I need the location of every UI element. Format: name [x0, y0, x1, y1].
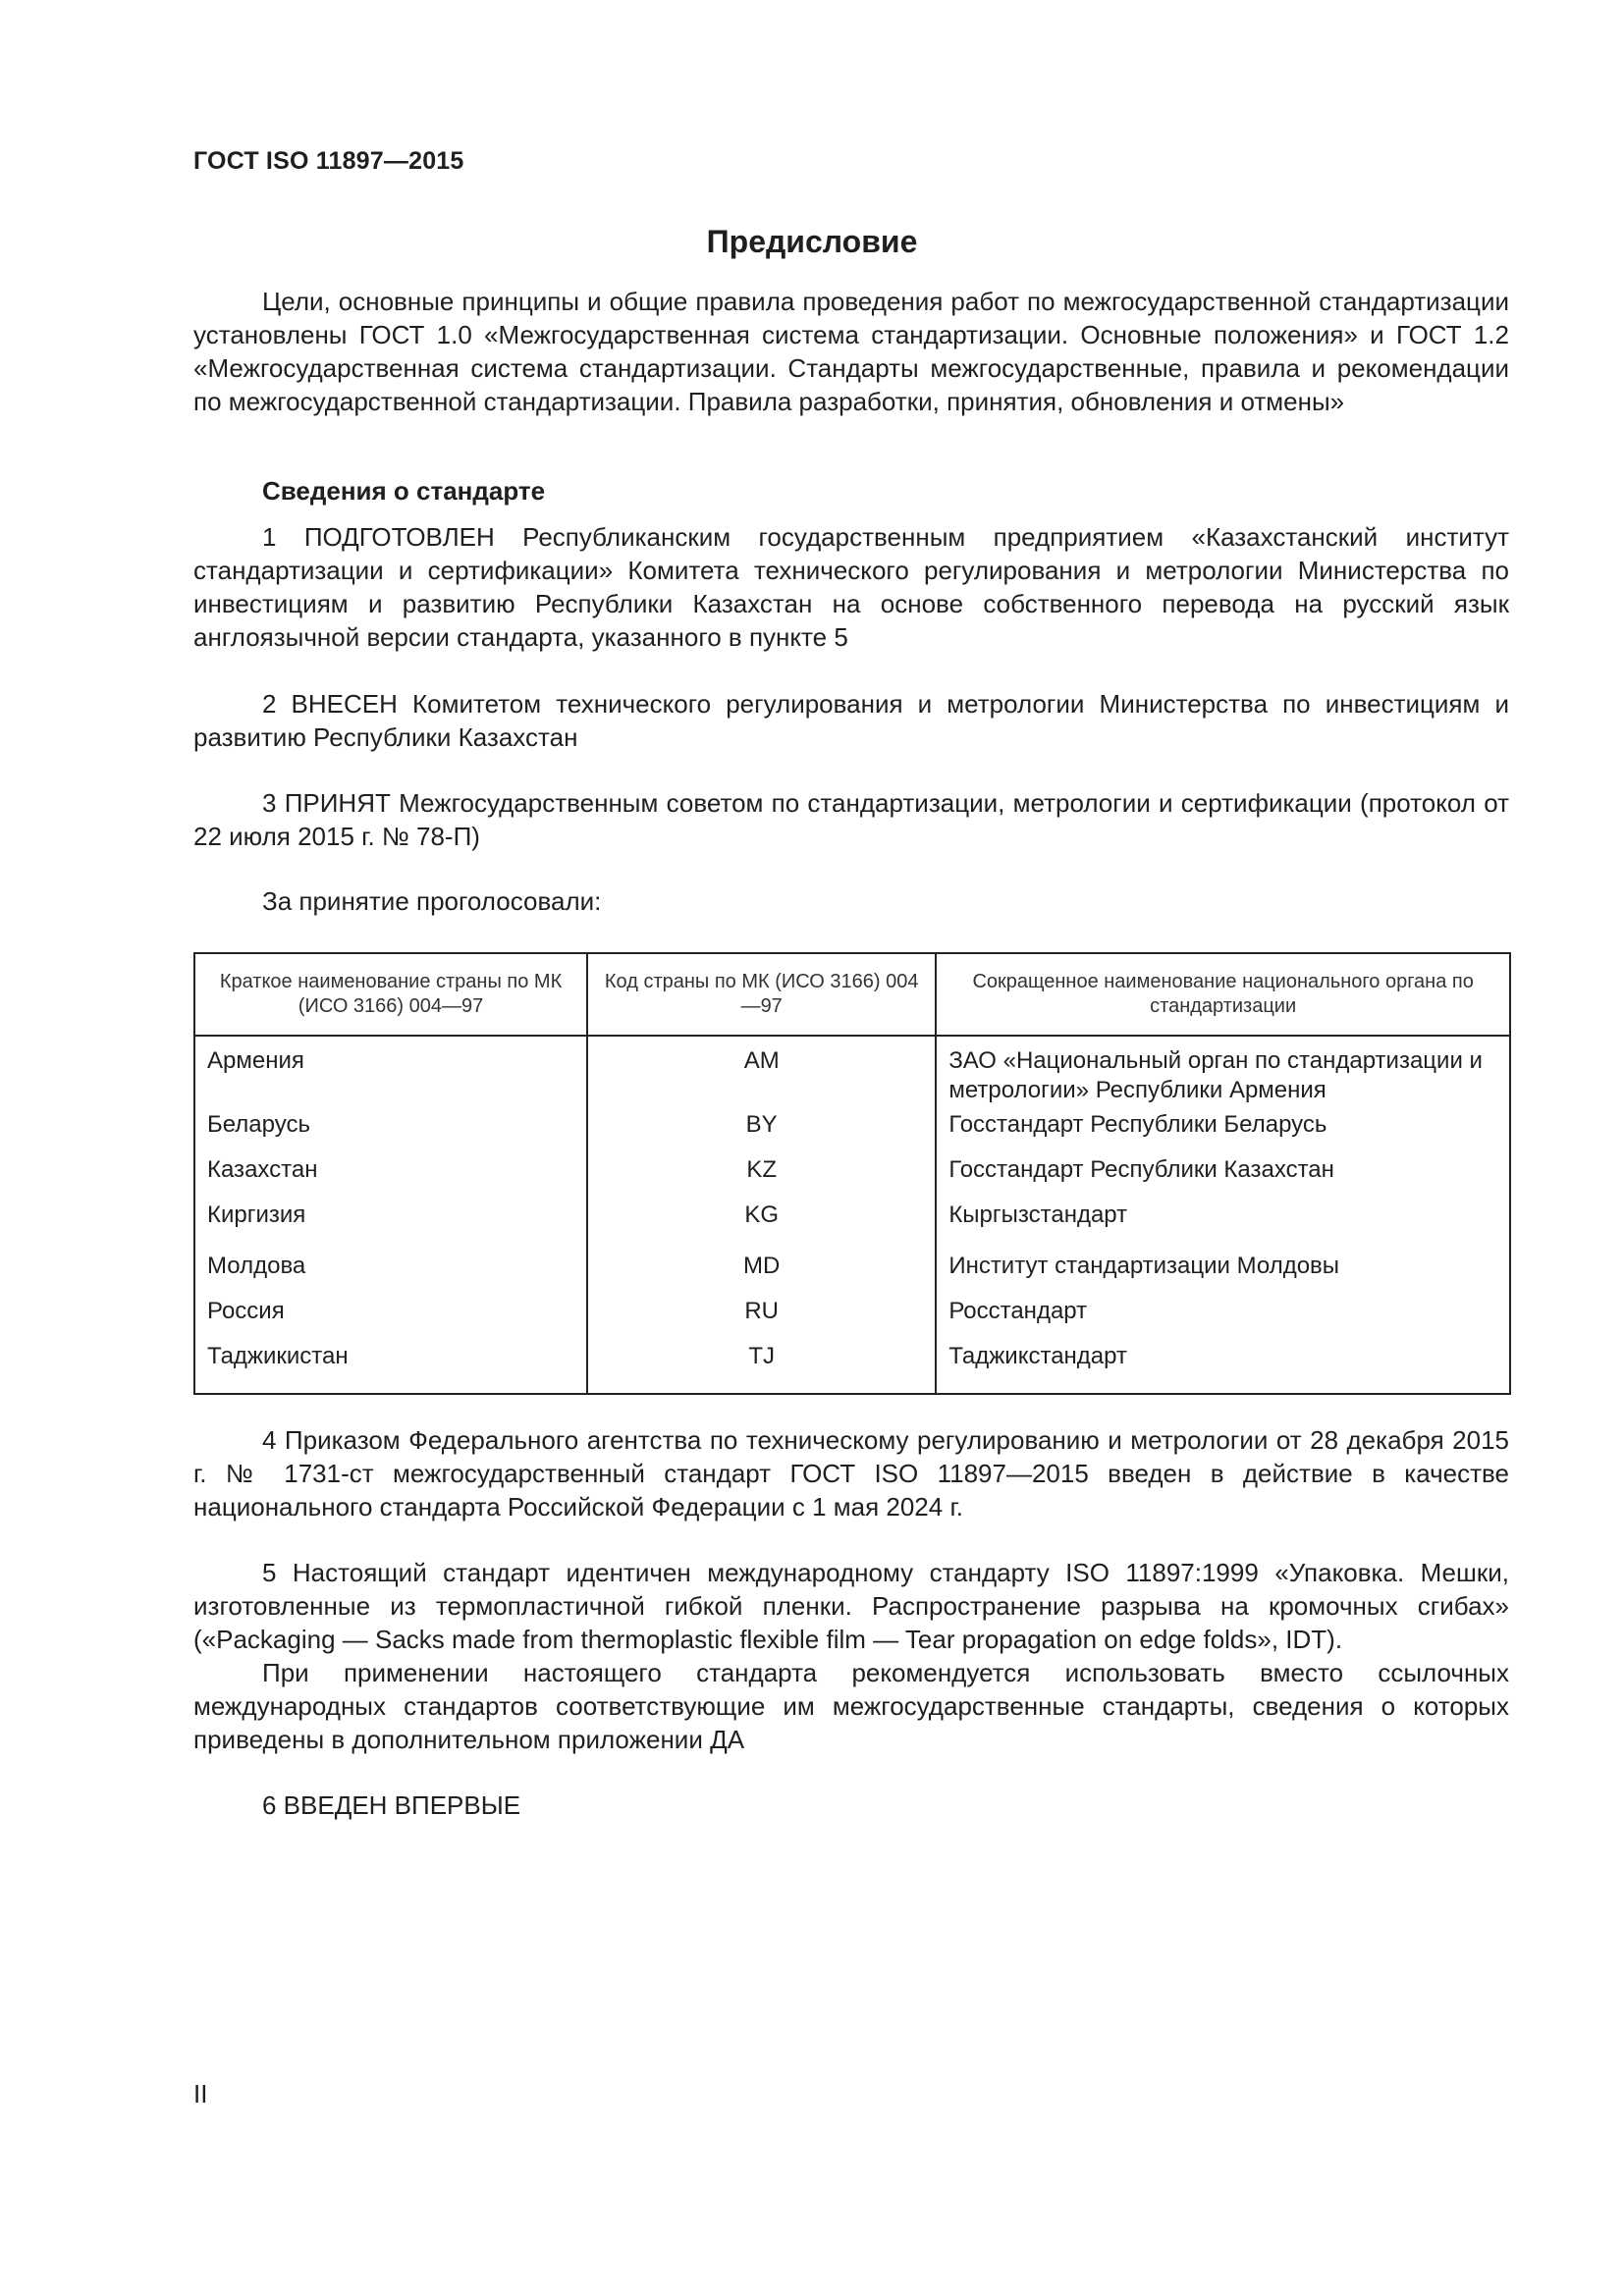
code-cell: TJ	[587, 1342, 936, 1394]
voting-countries-table	[193, 952, 1511, 1395]
code-cell: MD	[587, 1252, 936, 1297]
table-row	[194, 1252, 1510, 1297]
code-cell: AM	[587, 1036, 936, 1110]
table-row	[194, 1155, 1510, 1201]
country-cell: Россия	[194, 1297, 587, 1342]
table-row	[194, 1036, 1510, 1110]
national-body-cell: ЗАО «Национальный орган по стандартизации и метрологии» Республики Армения	[936, 1036, 1510, 1110]
item-4-paragraph: 4 Приказом Федерального агентства по техническому регулированию и метрологии от 28 декабря 2015 г. № 1731-ст межгосударственный стандарт ГОСТ ISO 11897—2015 введен в действие в качестве национального стандарта Российской Федерации с 1 мая 2024 г.	[193, 1425, 1509, 1522]
table-header-country: Краткое наименование страны по МК (ИСО 3166) 004—97	[194, 953, 587, 1036]
item-6-paragraph: 6 ВВЕДЕН ВПЕРВЫЕ	[262, 1790, 521, 1820]
national-body-cell: Госстандарт Республики Беларусь	[936, 1110, 1510, 1155]
item-5-note-paragraph: При применении настоящего стандарта рекомендуется использовать вместо ссылочных международных стандартов соответствующие им межгосударственные стандарты, сведения о которых приведены в дополнительном приложении ДА	[193, 1658, 1509, 1754]
intro-paragraph: Цели, основные принципы и общие правила проведения работ по межгосударственной стандартизации установлены ГОСТ 1.0 «Межгосударственная система стандартизации. Основные положения» и ГОСТ 1.2 «Межгосударственная система стандартизации. Стандарты межгосударственные, правила и рекомендации по межгосударственной стандартизации. Правила разработки, принятия, обновления и отмены»	[193, 287, 1509, 416]
code-cell: BY	[587, 1110, 936, 1155]
country-cell: Таджикистан	[194, 1342, 587, 1394]
item-1-paragraph: 1 ПОДГОТОВЛЕН Республиканским государственным предприятием «Казахстанский институт стандартизации и сертификации» Комитета технического регулирования и метрологии Министерства по инвестициям и развитию Республики Казахстан на основе собственного перевода на русский язык англоязычной версии стандарта, указанного в пункте 5	[193, 522, 1509, 652]
national-body-cell: Таджикстандарт	[936, 1342, 1510, 1394]
document-header: ГОСТ ISO 11897—2015	[193, 147, 464, 175]
table-row	[194, 1110, 1510, 1155]
item-3-paragraph: 3 ПРИНЯТ Межгосударственным советом по стандартизации, метрологии и сертификации (протокол от 22 июля 2015 г. № 78-П)	[193, 788, 1509, 851]
national-body-cell: Госстандарт Республики Казахстан	[936, 1155, 1510, 1201]
national-body-cell: Институт стандартизации Молдовы	[936, 1252, 1510, 1297]
country-cell: Беларусь	[194, 1110, 587, 1155]
country-cell: Киргизия	[194, 1201, 587, 1252]
vote-label: За принятие проголосовали:	[262, 886, 602, 916]
table-row	[194, 1297, 1510, 1342]
code-cell: KG	[587, 1201, 936, 1252]
national-body-cell: Росстандарт	[936, 1297, 1510, 1342]
table-row	[194, 1342, 1510, 1394]
code-cell: RU	[587, 1297, 936, 1342]
table-header-body: Сокращенное наименование национального органа по стандартизации	[936, 953, 1510, 1036]
table-header-code: Код страны по МК (ИСО 3166) 004—97	[587, 953, 936, 1036]
table-header-row	[194, 953, 1510, 1036]
country-cell: Армения	[194, 1036, 587, 1110]
table-row	[194, 1201, 1510, 1252]
page-number: II	[193, 2079, 208, 2109]
code-cell: KZ	[587, 1155, 936, 1201]
national-body-cell: Кыргызстандарт	[936, 1201, 1510, 1252]
page-title: Предисловие	[706, 224, 918, 259]
country-cell: Казахстан	[194, 1155, 587, 1201]
item-2-paragraph: 2 ВНЕСЕН Комитетом технического регулирования и метрологии Министерства по инвестициям и развитию Республики Казахстан	[193, 689, 1509, 752]
section-subheading: Сведения о стандарте	[262, 476, 546, 506]
country-cell: Молдова	[194, 1252, 587, 1297]
item-5-paragraph: 5 Настоящий стандарт идентичен международному стандарту ISO 11897:1999 «Упаковка. Мешки, изготовленные из термопластичной гибкой пленки. Распространение разрыва на кромочных сгибах» («Packaging — Sacks made from thermoplastic flexible film — Tear propagation on edge folds», IDT).	[193, 1558, 1509, 1654]
